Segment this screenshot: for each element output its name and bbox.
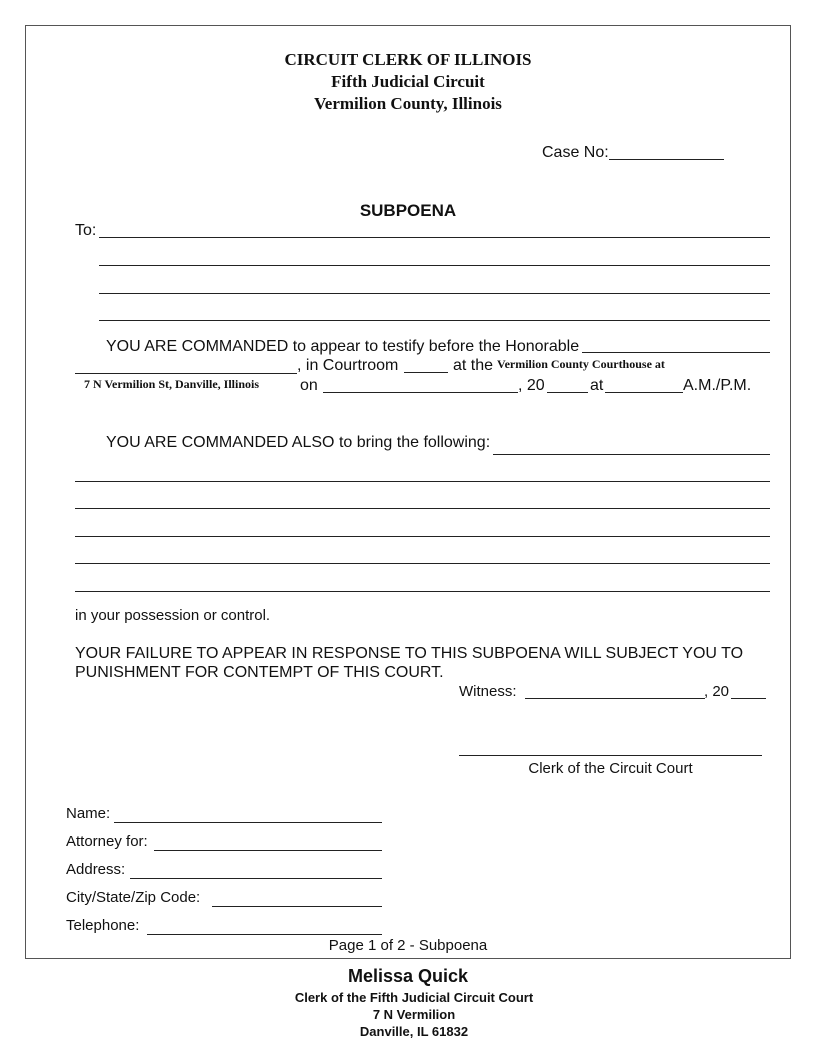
- to-field-line-1[interactable]: [99, 219, 770, 238]
- clerk-street: 7 N Vermilion: [372, 1007, 456, 1022]
- bring-field-line-3[interactable]: [75, 490, 770, 509]
- to-field-line-2[interactable]: [99, 247, 770, 266]
- case-no-field[interactable]: [609, 141, 724, 160]
- header-title: CIRCUIT CLERK OF ILLINOIS: [284, 50, 532, 69]
- courthouse-text: Vermilion County Courthouse at: [497, 357, 665, 371]
- command-text: YOU ARE COMMANDED to appear to testify before the Honorable: [106, 338, 580, 355]
- clerk-signature-field[interactable]: [459, 737, 762, 756]
- bring-field-line-2[interactable]: [75, 463, 770, 482]
- attorney-city-field[interactable]: [212, 888, 382, 907]
- clerk-title: Clerk of the Fifth Judicial Circuit Court: [294, 990, 534, 1005]
- to-field-line-4[interactable]: [99, 302, 770, 321]
- courthouse-address: 7 N Vermilion St, Danville, Illinois: [84, 377, 260, 391]
- to-label: To:: [75, 222, 97, 239]
- attorney-city-label: City/State/Zip Code:: [66, 889, 201, 906]
- year-field[interactable]: [547, 374, 588, 393]
- attorney-for-field[interactable]: [154, 832, 382, 851]
- courtroom-field[interactable]: [404, 354, 448, 373]
- document-title: SUBPOENA: [359, 201, 457, 220]
- attorney-for-label: Attorney for:: [66, 833, 148, 850]
- case-no-label: Case No:: [542, 144, 609, 161]
- attorney-address-field[interactable]: [130, 860, 382, 879]
- bring-field-line-6[interactable]: [75, 573, 770, 592]
- warning-line-1: YOUR FAILURE TO APPEAR IN RESPONSE TO THIS SUBPOENA WILL SUBJECT YOU TO: [75, 645, 744, 662]
- witness-year-prefix: , 20: [704, 683, 730, 700]
- page-number: Page 1 of 2 - Subpoena: [328, 937, 488, 954]
- to-field-line-3[interactable]: [99, 275, 770, 294]
- witness-date-field[interactable]: [525, 680, 705, 699]
- attorney-address-label: Address:: [66, 861, 126, 878]
- witness-year-field[interactable]: [731, 680, 766, 699]
- possession-text: in your possession or control.: [75, 607, 271, 624]
- date-or-judge-field[interactable]: [75, 355, 297, 374]
- appearance-date-field[interactable]: [323, 374, 518, 393]
- year-prefix-label: , 20: [518, 377, 545, 394]
- attorney-telephone-field[interactable]: [147, 916, 382, 935]
- bring-field-line-1[interactable]: [493, 436, 770, 455]
- time-field[interactable]: [605, 374, 683, 393]
- witness-label: Witness:: [459, 683, 517, 700]
- header-county: Vermilion County, Illinois: [314, 94, 502, 113]
- clerk-name: Melissa Quick: [347, 966, 469, 986]
- at-label: at: [590, 377, 604, 394]
- bring-label: YOU ARE COMMANDED ALSO to bring the following:: [106, 434, 491, 451]
- judge-name-field[interactable]: [582, 334, 770, 353]
- attorney-name-field[interactable]: [114, 804, 382, 823]
- bring-field-line-5[interactable]: [75, 545, 770, 564]
- header-circuit: Fifth Judicial Circuit: [331, 72, 485, 91]
- bring-field-line-4[interactable]: [75, 518, 770, 537]
- clerk-city: Danville, IL 61832: [359, 1024, 469, 1039]
- attorney-name-label: Name:: [66, 805, 111, 822]
- courtroom-label: , in Courtroom: [297, 357, 399, 374]
- clerk-signature-label: Clerk of the Circuit Court: [528, 760, 693, 777]
- on-label: on: [300, 377, 318, 394]
- attorney-telephone-label: Telephone:: [66, 917, 140, 934]
- ampm-label: A.M./P.M.: [683, 377, 752, 394]
- at-the-label: at the: [453, 357, 494, 374]
- warning-line-2: PUNISHMENT FOR CONTEMPT OF THIS COURT.: [75, 664, 444, 681]
